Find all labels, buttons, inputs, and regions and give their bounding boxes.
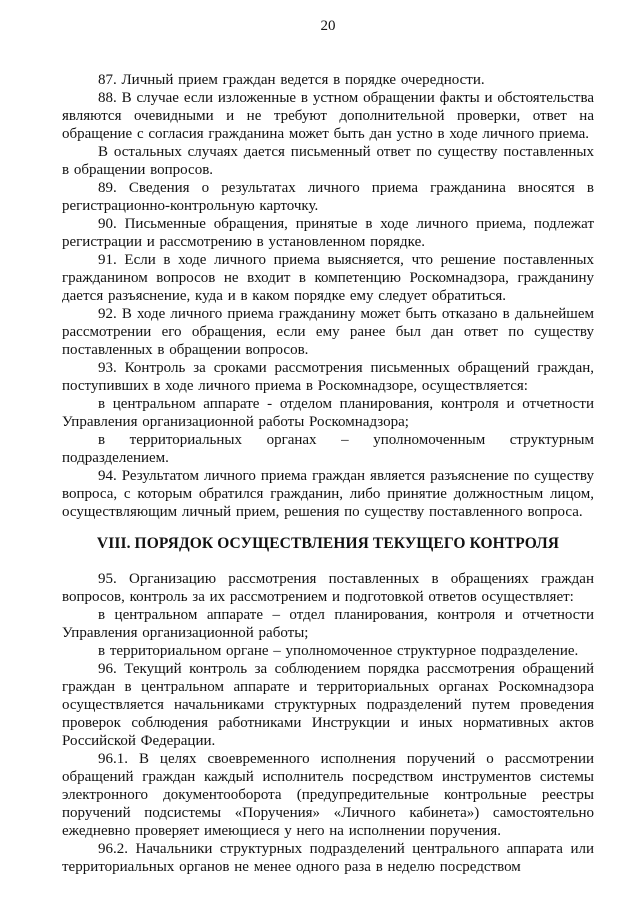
paragraph-96-1: 96.1. В целях своевременного исполнения поручений о рассмотрении обращений граждан каждый исполнитель посредством инструментов системы электронного документооборота (предупредительные контрольные реестры поручений подсистемы «Поручения» «Личного кабинета») самостоятельно ежедневно проверяет имеющиеся у него на исполнении поручения. — [62, 751, 594, 839]
paragraph-90: 90. Письменные обращения, принятые в ходе личного приема, подлежат регистрации и рассмотрению в установленном порядке. — [62, 216, 594, 250]
section-body-after — [62, 570, 594, 876]
paragraph-95-central: в центральном аппарате – отдел планирования, контроля и отчетности Управления организационной работы; — [62, 607, 594, 641]
paragraph-93-central: в центральном аппарате - отделом планирования, контроля и отчетности Управления организационной работы Роскомнадзора; — [62, 396, 594, 430]
paragraph-95-territorial: в территориальном органе – уполномоченное структурное подразделение. — [98, 643, 579, 659]
paragraph-87: 87. Личный прием граждан ведется в порядке очередности. — [98, 72, 485, 88]
paragraph-88: 88. В случае если изложенные в устном обращении факты и обстоятельства являются очевидными и не требуют дополнительной проверки, ответ на обращение с согласия гражданина может быть дан устно в ходе личного приема. — [62, 90, 594, 142]
section-body-before — [62, 71, 594, 521]
paragraph-93: 93. Контроль за сроками рассмотрения письменных обращений граждан, поступивших в ходе личного приема в Роскомнадзоре, осуществляется: — [62, 360, 594, 394]
paragraph-96: 96. Текущий контроль за соблюдением порядка рассмотрения обращений граждан в центральном аппарате и территориальных органах Роскомнадзора осуществляется начальниками структурных подразделений путем проведения проверок соблюдения работниками Инструкции и иных нормативных актов Российской Федерации. — [62, 661, 594, 749]
paragraph-95: 95. Организацию рассмотрения поставленных в обращениях граждан вопросов, контроль за их рассмотрением и подготовкой ответов осуществляет: — [62, 571, 594, 605]
paragraph-96-2: 96.2. Начальники структурных подразделений центрального аппарата или территориальных органов не менее одного раза в неделю посредством — [62, 841, 594, 875]
paragraph-91: 91. Если в ходе личного приема выясняется, что решение поставленных гражданином вопросов не входит в компетенцию Роскомнадзора, гражданину дается разъяснение, куда и в каком порядке ему следует обратиться. — [62, 252, 594, 304]
section-heading: VIII. ПОРЯДОК ОСУЩЕСТВЛЕНИЯ ТЕКУЩЕГО КОНТРОЛЯ — [96, 535, 560, 552]
paragraph-93-territorial: в территориальных органах – уполномоченным структурным подразделением. — [62, 432, 594, 466]
paragraph-88-continued: В остальных случаях дается письменный ответ по существу поставленных в обращении вопросов. — [62, 144, 594, 178]
paragraph-92: 92. В ходе личного приема гражданину может быть отказано в дальнейшем рассмотрении его обращения, если ему ранее был дан ответ по существу поставленных в обращении вопросов. — [62, 306, 594, 358]
paragraph-94: 94. Результатом личного приема граждан является разъяснение по существу вопроса, с которым обратился гражданин, либо принятие должностным лицом, осуществляющим личный прием, решения по существу поставленного вопроса. — [62, 468, 594, 520]
page-number: 20 — [320, 18, 336, 34]
paragraph-89: 89. Сведения о результатах личного приема гражданина вносятся в регистрационно-контрольную карточку. — [62, 180, 594, 214]
